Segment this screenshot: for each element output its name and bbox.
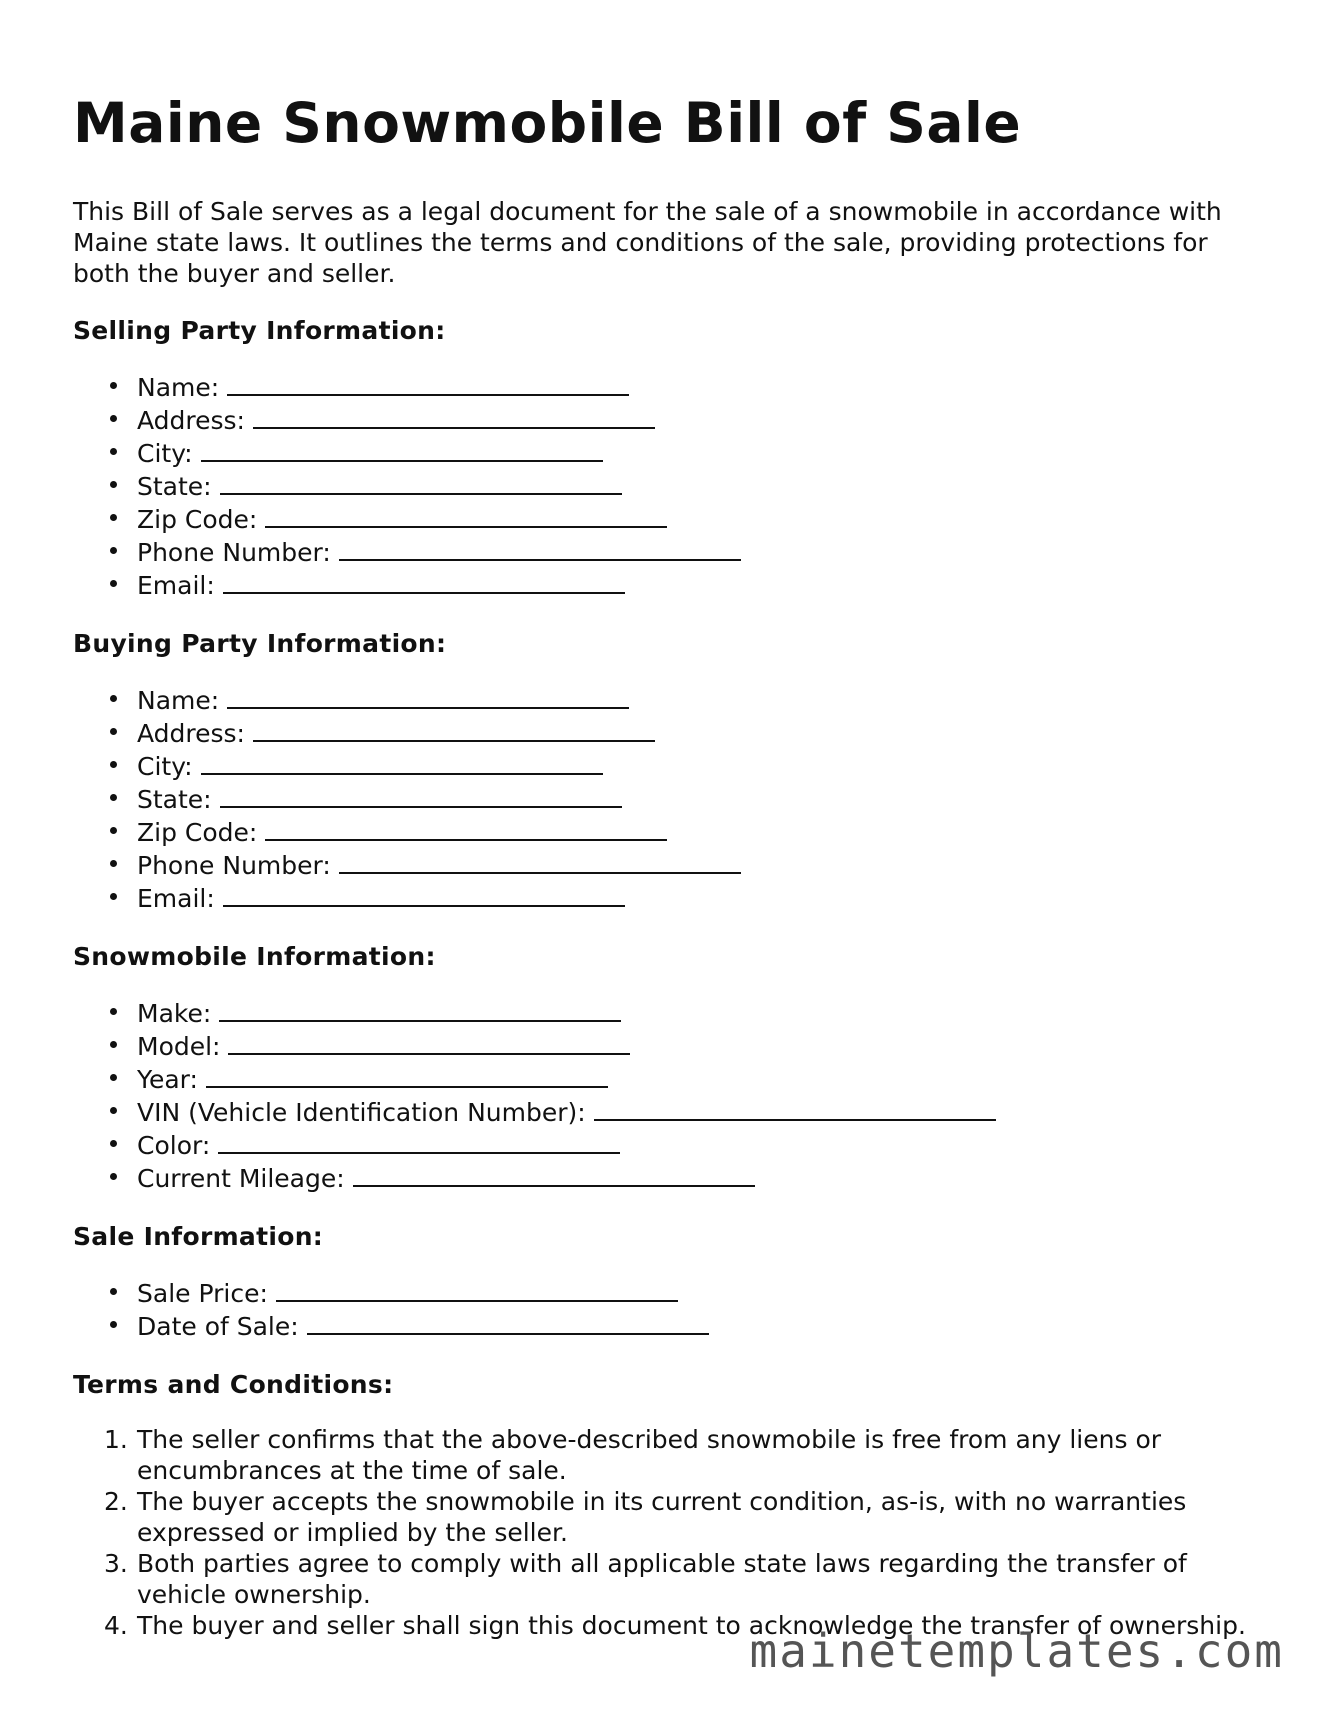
snowmobile-field (73, 1161, 1253, 1194)
field-label: Address: (137, 406, 245, 435)
terms-list (73, 1424, 1253, 1641)
blank-line (227, 683, 629, 709)
snowmobile-field (73, 1128, 1253, 1161)
blank-line (228, 1029, 630, 1055)
snowmobile-field (73, 1062, 1253, 1095)
field-label: Phone Number: (137, 851, 331, 880)
terms-heading: Terms and Conditions: (73, 1370, 394, 1399)
field-label: Address: (137, 719, 245, 748)
term-item (73, 1486, 1253, 1548)
buyer-heading: Buying Party Information: (73, 629, 447, 658)
page-title: Maine Snowmobile Bill of Sale (73, 91, 1022, 155)
buyer-field (73, 881, 1253, 914)
seller-field (73, 568, 1253, 601)
blank-line (206, 1062, 608, 1088)
buyer-field (73, 749, 1253, 782)
blank-line (594, 1095, 996, 1121)
seller-field (73, 436, 1253, 469)
buyer-fields (73, 683, 1253, 914)
blank-line (253, 403, 655, 429)
blank-line (276, 1276, 678, 1302)
field-label: Name: (137, 373, 220, 402)
snowmobile-heading: Snowmobile Information: (73, 942, 436, 971)
buyer-field (73, 782, 1253, 815)
blank-line (265, 815, 667, 841)
term-number: 2. (104, 1487, 128, 1516)
snowmobile-field (73, 996, 1253, 1029)
sale-heading: Sale Information: (73, 1222, 324, 1251)
blank-line (339, 535, 741, 561)
blank-line (223, 881, 625, 907)
blank-line (219, 996, 621, 1022)
field-label: State: (137, 472, 212, 501)
field-label: City: (137, 439, 193, 468)
term-item (73, 1548, 1253, 1610)
snowmobile-fields (73, 996, 1253, 1194)
field-label: Email: (137, 884, 215, 913)
term-text: Both parties agree to comply with all applicable state laws regarding the transfer of vehicle ownership. (137, 1549, 1187, 1609)
field-label: Model: (137, 1032, 221, 1061)
seller-fields (73, 370, 1253, 601)
blank-line (307, 1309, 709, 1335)
blank-line (220, 782, 622, 808)
sale-fields (73, 1276, 1253, 1342)
blank-line (220, 469, 622, 495)
intro-paragraph: This Bill of Sale serves as a legal document for the sale of a snowmobile in accordance with Maine state laws. It outlines the terms and conditions of the sale, providing protections for both the buyer and seller. (73, 197, 1222, 288)
seller-field (73, 469, 1253, 502)
field-label: Zip Code: (137, 818, 258, 847)
field-label: Year: (137, 1065, 198, 1094)
term-text: The buyer accepts the snowmobile in its current condition, as-is, with no warranties expressed or implied by the seller. (137, 1487, 1187, 1547)
term-text: The seller confirms that the above-described snowmobile is free from any liens or encumbrances at the time of sale. (137, 1425, 1162, 1485)
blank-line (201, 749, 603, 775)
field-label: Current Mileage: (137, 1164, 345, 1193)
buyer-field (73, 716, 1253, 749)
blank-line (223, 568, 625, 594)
term-text: The buyer and seller shall sign this document to acknowledge the transfer of ownership. (137, 1611, 1246, 1640)
buyer-field (73, 683, 1253, 716)
blank-line (353, 1161, 755, 1187)
blank-line (201, 436, 603, 462)
field-label: City: (137, 752, 193, 781)
blank-line (253, 716, 655, 742)
seller-heading: Selling Party Information: (73, 316, 446, 345)
document-page (73, 82, 1253, 1641)
term-number: 1. (104, 1425, 128, 1454)
term-number: 4. (104, 1611, 128, 1640)
snowmobile-field (73, 1029, 1253, 1062)
term-number: 3. (104, 1549, 128, 1578)
field-label: Name: (137, 686, 220, 715)
seller-field (73, 370, 1253, 403)
seller-field (73, 502, 1253, 535)
field-label: Sale Price: (137, 1279, 268, 1308)
sale-field (73, 1276, 1253, 1309)
field-label: VIN (Vehicle Identification Number): (137, 1098, 586, 1127)
snowmobile-field (73, 1095, 1253, 1128)
blank-line (218, 1128, 620, 1154)
buyer-field (73, 848, 1253, 881)
field-label: Zip Code: (137, 505, 258, 534)
blank-line (265, 502, 667, 528)
field-label: State: (137, 785, 212, 814)
seller-field (73, 403, 1253, 436)
blank-line (227, 370, 629, 396)
watermark: mainetemplates.com (749, 1624, 1284, 1678)
buyer-field (73, 815, 1253, 848)
sale-field (73, 1309, 1253, 1342)
seller-field (73, 535, 1253, 568)
field-label: Date of Sale: (137, 1312, 299, 1341)
field-label: Make: (137, 999, 212, 1028)
field-label: Color: (137, 1131, 211, 1160)
term-item (73, 1424, 1253, 1486)
field-label: Email: (137, 571, 215, 600)
field-label: Phone Number: (137, 538, 331, 567)
blank-line (339, 848, 741, 874)
